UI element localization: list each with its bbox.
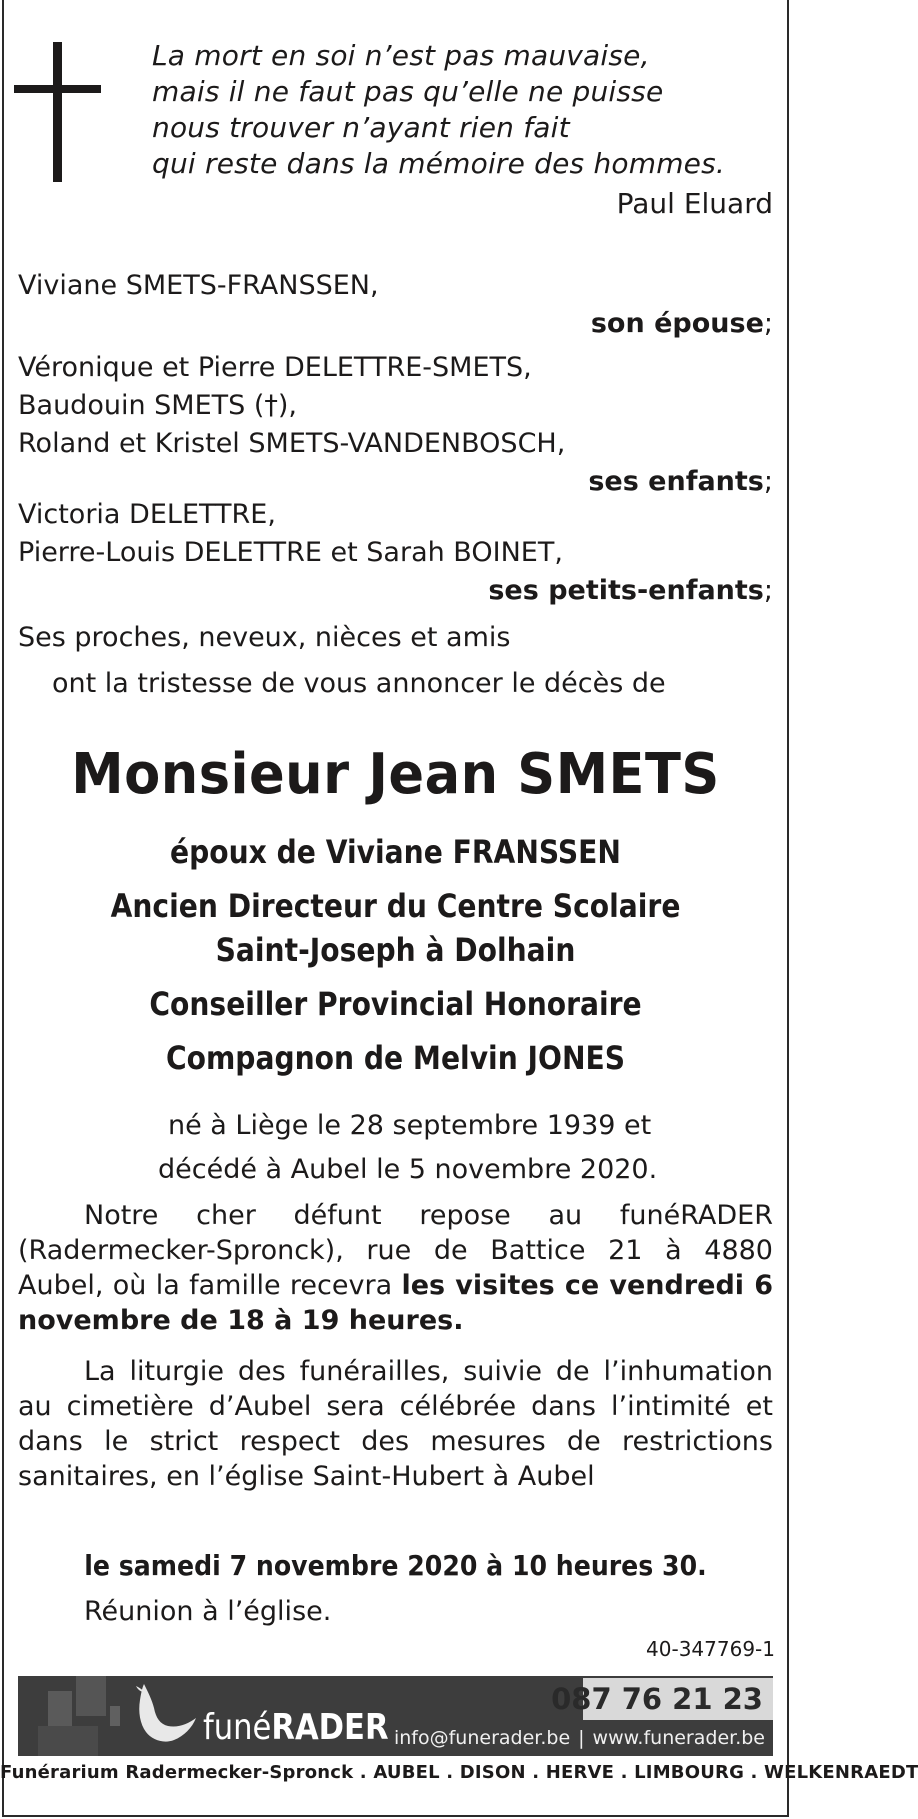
phone-number[interactable]: 087 76 21 23 [551, 1682, 763, 1716]
child-line: Baudouin SMETS (†), [18, 390, 298, 421]
deceased-name: Monsieur Jean SMETS [71, 742, 720, 807]
dove-icon [130, 1678, 202, 1750]
announcement-line: ont la tristesse de vous annoncer le décès de [52, 668, 666, 699]
children-relation: ses enfants; [588, 466, 773, 497]
contact-separator: | [578, 1727, 585, 1749]
spouse-relation: son épouse; [590, 308, 773, 339]
grandchild-line: Pierre-Louis DELETTRE et Sarah BOINET, [18, 537, 563, 568]
quote-line: qui reste dans la mémoire des hommes. [152, 147, 725, 180]
child-line: Roland et Kristel SMETS-VANDENBOSCH, [18, 428, 566, 459]
phone-box [551, 1678, 773, 1720]
liturgy-paragraph: La liturgie des funérailles, suivie de l’inhumation au cimetière d’Aubel sera célébrée dans l’intimité et dans le strict respect des mesures de restrictions sanitaires, en l’église Saint-Hubert à Aubel [18, 1356, 773, 1492]
quote-line: La mort en soi n’est pas mauvaise, [152, 39, 650, 72]
deceased-title: Ancien Directeur du Centre Scolaire [110, 887, 681, 925]
others-line: Ses proches, neveux, nièces et amis [18, 622, 511, 653]
grandchildren-relation: ses petits-enfants; [488, 575, 773, 606]
epigraph-quote [152, 38, 782, 182]
email-link[interactable]: info@funerader.be [393, 1727, 571, 1749]
footer-locations: Funérarium Radermecker-Spronck . AUBEL . DISON . HERVE . LIMBOURG . WELKENRAEDT [0, 1762, 918, 1783]
grandchild-line: Victoria DELETTRE, [18, 499, 276, 530]
brand-logo: funéRADER [203, 1707, 389, 1748]
deceased-title: Saint-Joseph à Dolhain [215, 931, 576, 969]
quote-line: mais il ne faut pas qu’elle ne puisse [152, 75, 664, 108]
contact-line [394, 1726, 765, 1750]
website-link[interactable]: www.funerader.be [592, 1727, 765, 1749]
child-line: Véronique et Pierre DELETTRE-SMETS, [18, 352, 532, 383]
funeral-home-banner [18, 1676, 773, 1756]
deceased-title: époux de Viviane FRANSSEN [170, 833, 621, 871]
death-line: décédé à Aubel le 5 novembre 2020. [158, 1154, 658, 1185]
quote-author: Paul Eluard [616, 187, 773, 220]
visitation-paragraph [18, 1198, 773, 1338]
deceased-title: Conseiller Provincial Honoraire [149, 985, 642, 1023]
spouse-name: Viviane SMETS-FRANSSEN, [18, 270, 379, 301]
reference-number: 40-347769-1 [646, 1637, 775, 1661]
visitation-text: Notre cher défunt repose au funéRADER (Radermecker-Spronck), rue de Battice 21 à 4880 Aubel, où la famille recevra [18, 1200, 773, 1301]
reunion-line: Réunion à l’église. [84, 1596, 332, 1627]
quote-line: nous trouver n’ayant rien fait [152, 111, 570, 144]
deceased-title: Compagnon de Melvin JONES [165, 1039, 626, 1077]
visitation-hours: les visites ce vendredi 6 novembre de 18 à 19 heures. [18, 1270, 774, 1336]
birth-line: né à Liège le 28 septembre 1939 et [168, 1110, 652, 1141]
funeral-date: le samedi 7 novembre 2020 à 10 heures 30. [84, 1549, 707, 1582]
